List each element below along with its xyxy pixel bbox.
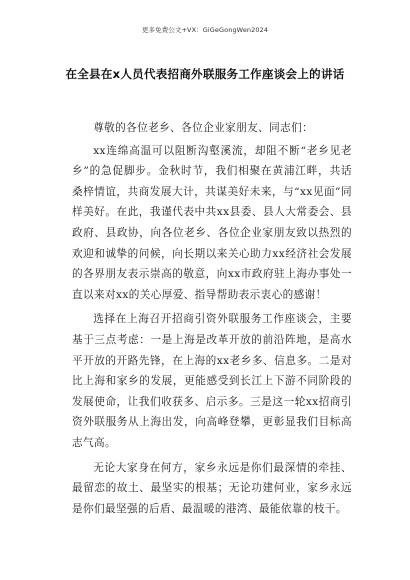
paragraph-1: xx连绵高温可以阻断沟壑溪流，却阻不断“老乡见老乡”的急促脚步。金秋时节，我们相聚在黄浦江畔，共话桑梓情谊，共商发展大计，共谋美好未来，与“xx见面”同样美好。在此，我谨代表中共xx县委、县人大常委会、县政府、县政协，向各位老乡、各位企业家朋友致以热烈的欢迎和诚挚的问候，向长期以来关心助力xx经济社会发展的各界朋友表示崇高的敬意，向xx市政府驻上海办事处一直以来对xx的关心厚爱、指导帮助表示衷心的感谢！ [72, 144, 352, 301]
document-body [72, 118, 352, 519]
header-note: 更多免费公文+VX：GiGeGongWen2024 [141, 26, 269, 34]
greeting-line: 尊敬的各位老乡、各位企业家朋友、同志们： [93, 122, 314, 134]
paragraph-2: 选择在上海召开招商引资外联服务工作座谈会，主要基于三点考虑：一是上海是改革开放的前沿阵地，是高水平开放的开路先锋，在上海的xx老乡多、信息多。二是对比上海和家乡的发展，更能感受到长江上下游不同阶段的发展使命，让我们收获多、启示多。三是这一轮xx招商引资外联服务从上海出发，向高峰登攀，更彰显我们目标高志气高。 [72, 313, 352, 449]
document-title: 在全县在x人员代表招商外联服务工作座谈会上的讲话 [65, 67, 345, 81]
paragraph-3: 无论大家身在何方，家乡永远是你们最深情的牵挂、最留恋的故土、最坚实的根基；无论功建何业，家乡永远是你们最坚强的后盾、最温暖的港湾、最能依靠的枝干。 [72, 461, 352, 515]
